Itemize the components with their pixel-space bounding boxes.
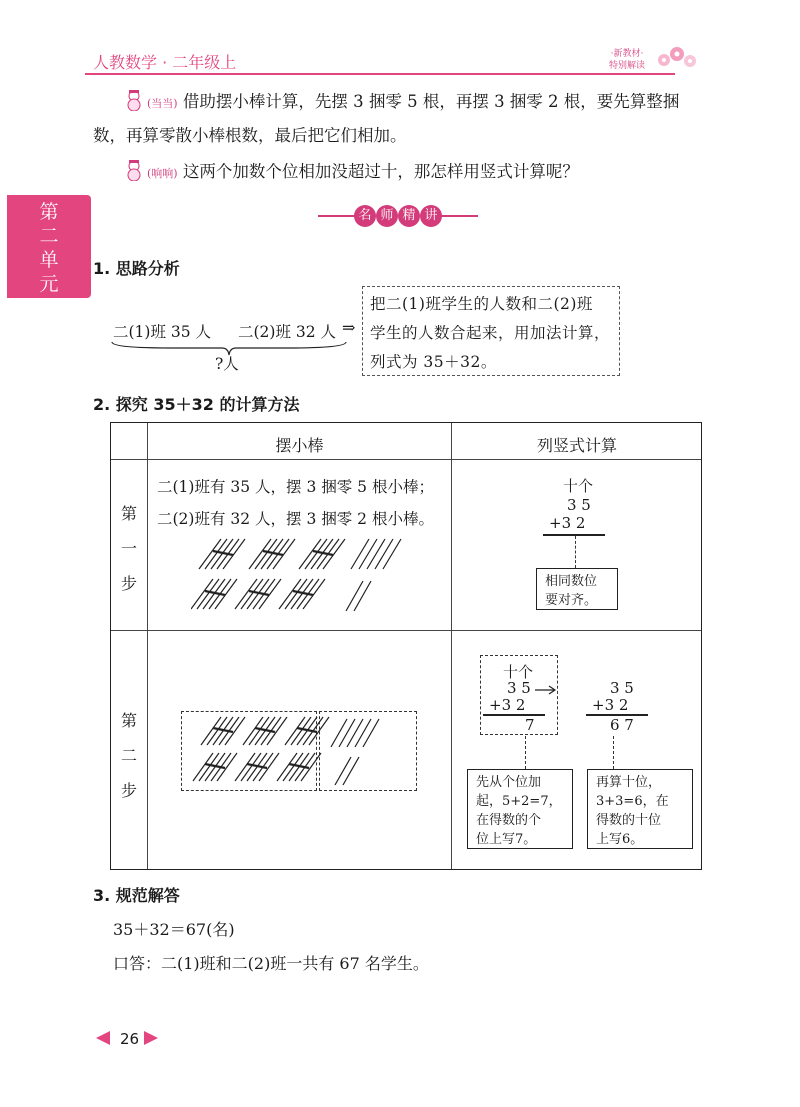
next-page-icon[interactable] bbox=[142, 1030, 160, 1046]
analysis-line: 把二(1)班学生的人数和二(2)班 bbox=[370, 295, 593, 313]
analysis-line: 学生的人数合起来，用加法计算， bbox=[370, 324, 611, 342]
step-1-char: 一 bbox=[120, 539, 137, 558]
addend-2: +3 2 bbox=[592, 696, 629, 714]
step-2-char: 步 bbox=[120, 781, 137, 800]
banner-line-left bbox=[318, 215, 358, 217]
class-2-count: 二(2)班 32 人 bbox=[238, 323, 337, 341]
sticks-step-1 bbox=[191, 535, 431, 621]
snowman-icon bbox=[123, 159, 145, 181]
banner-char: 讲 bbox=[420, 205, 442, 227]
prev-page-icon[interactable] bbox=[94, 1030, 112, 1046]
side-tab-char: 二 bbox=[39, 225, 59, 247]
speaker-xiangxiang: (响响) bbox=[147, 167, 178, 180]
sticks-step-2 bbox=[185, 715, 415, 787]
note-ones-first: 先从个位加 起，5+2=7， 在得数的个 位上写7。 bbox=[467, 769, 573, 849]
banner-char: 精 bbox=[398, 205, 420, 227]
side-tab-char: 元 bbox=[39, 273, 59, 295]
flower-decoration-icon bbox=[652, 44, 702, 74]
addend-1: 3 5 bbox=[567, 496, 591, 514]
sum-result: 6 7 bbox=[610, 716, 634, 734]
side-tab-char: 单 bbox=[39, 249, 59, 271]
header-badge bbox=[600, 44, 700, 74]
analysis-line: 列式为 35＋32。 bbox=[370, 353, 497, 371]
badge-line-2: 特别解读 bbox=[608, 61, 645, 71]
unit-side-tab bbox=[7, 195, 91, 298]
column-sticks-header: 摆小棒 bbox=[275, 436, 324, 455]
method-table bbox=[110, 422, 702, 870]
section-2-heading: 2. 探究 35＋32 的计算方法 bbox=[93, 395, 300, 414]
page-number: 26 bbox=[120, 1030, 140, 1048]
step-2-char: 二 bbox=[120, 746, 137, 765]
speaker-dangdang: (当当) bbox=[147, 97, 178, 110]
arrow-right-icon bbox=[535, 685, 561, 695]
addend-2: +3 2 bbox=[489, 696, 526, 714]
implies-arrow: ⇒ bbox=[342, 318, 356, 337]
class-1-count: 二(1)班 35 人 bbox=[113, 323, 212, 341]
side-tab-char: 第 bbox=[39, 201, 59, 223]
note-align-digits: 相同数位 要对齐。 bbox=[536, 568, 618, 610]
banner-char: 师 bbox=[376, 205, 398, 227]
header-title: 人教数学 · 二年级上 bbox=[93, 53, 237, 72]
step-1-text: 二(1)班有 35 人，摆 3 捆零 5 根小棒； bbox=[157, 478, 434, 496]
banner-char: 名 bbox=[354, 205, 376, 227]
sum-ones: 7 bbox=[525, 716, 535, 734]
dialogue-line-2 bbox=[147, 156, 579, 190]
header-divider bbox=[85, 73, 675, 75]
banner-line-right bbox=[440, 215, 478, 217]
addend-1: 3 5 bbox=[610, 679, 634, 697]
dialogue-line-1 bbox=[147, 86, 679, 120]
step-1-char: 步 bbox=[120, 574, 137, 593]
place-value-header: 十个 bbox=[503, 663, 534, 681]
column-vertical-header: 列竖式计算 bbox=[536, 436, 617, 455]
dialogue-text: 这两个加数个位相加没超过十，那怎样用竖式计算呢？ bbox=[182, 162, 579, 181]
dialogue-line-1-cont: 数，再算零散小棒根数，最后把它们相加。 bbox=[93, 126, 407, 145]
section-1-heading: 1. 思路分析 bbox=[93, 259, 180, 278]
dialogue-text: 借助摆小棒计算，先摆 3 捆零 5 根，再摆 3 捆零 2 根，要先算整捆 bbox=[182, 92, 680, 111]
addend-2: +3 2 bbox=[549, 514, 586, 532]
addend-1: 3 5 bbox=[507, 679, 531, 697]
equation: 35＋32＝67(名) bbox=[113, 920, 235, 939]
step-1-text: 二(2)班有 32 人，摆 3 捆零 2 根小棒。 bbox=[157, 510, 434, 528]
badge-line-1: ·新教材· bbox=[610, 49, 644, 59]
step-2-char: 第 bbox=[120, 711, 137, 730]
note-tens: 再算十位， 3+3=6，在 得数的十位 上写6。 bbox=[587, 769, 693, 849]
analysis-box bbox=[362, 286, 620, 376]
section-3-heading: 3. 规范解答 bbox=[93, 886, 180, 905]
answer: 口答：二(1)班和二(2)班一共有 67 名学生。 bbox=[113, 954, 429, 973]
step-1-char: 第 bbox=[120, 504, 137, 523]
question-total: ?人 bbox=[215, 355, 239, 373]
snowman-icon bbox=[123, 89, 145, 111]
place-value-header: 十个 bbox=[563, 477, 594, 495]
